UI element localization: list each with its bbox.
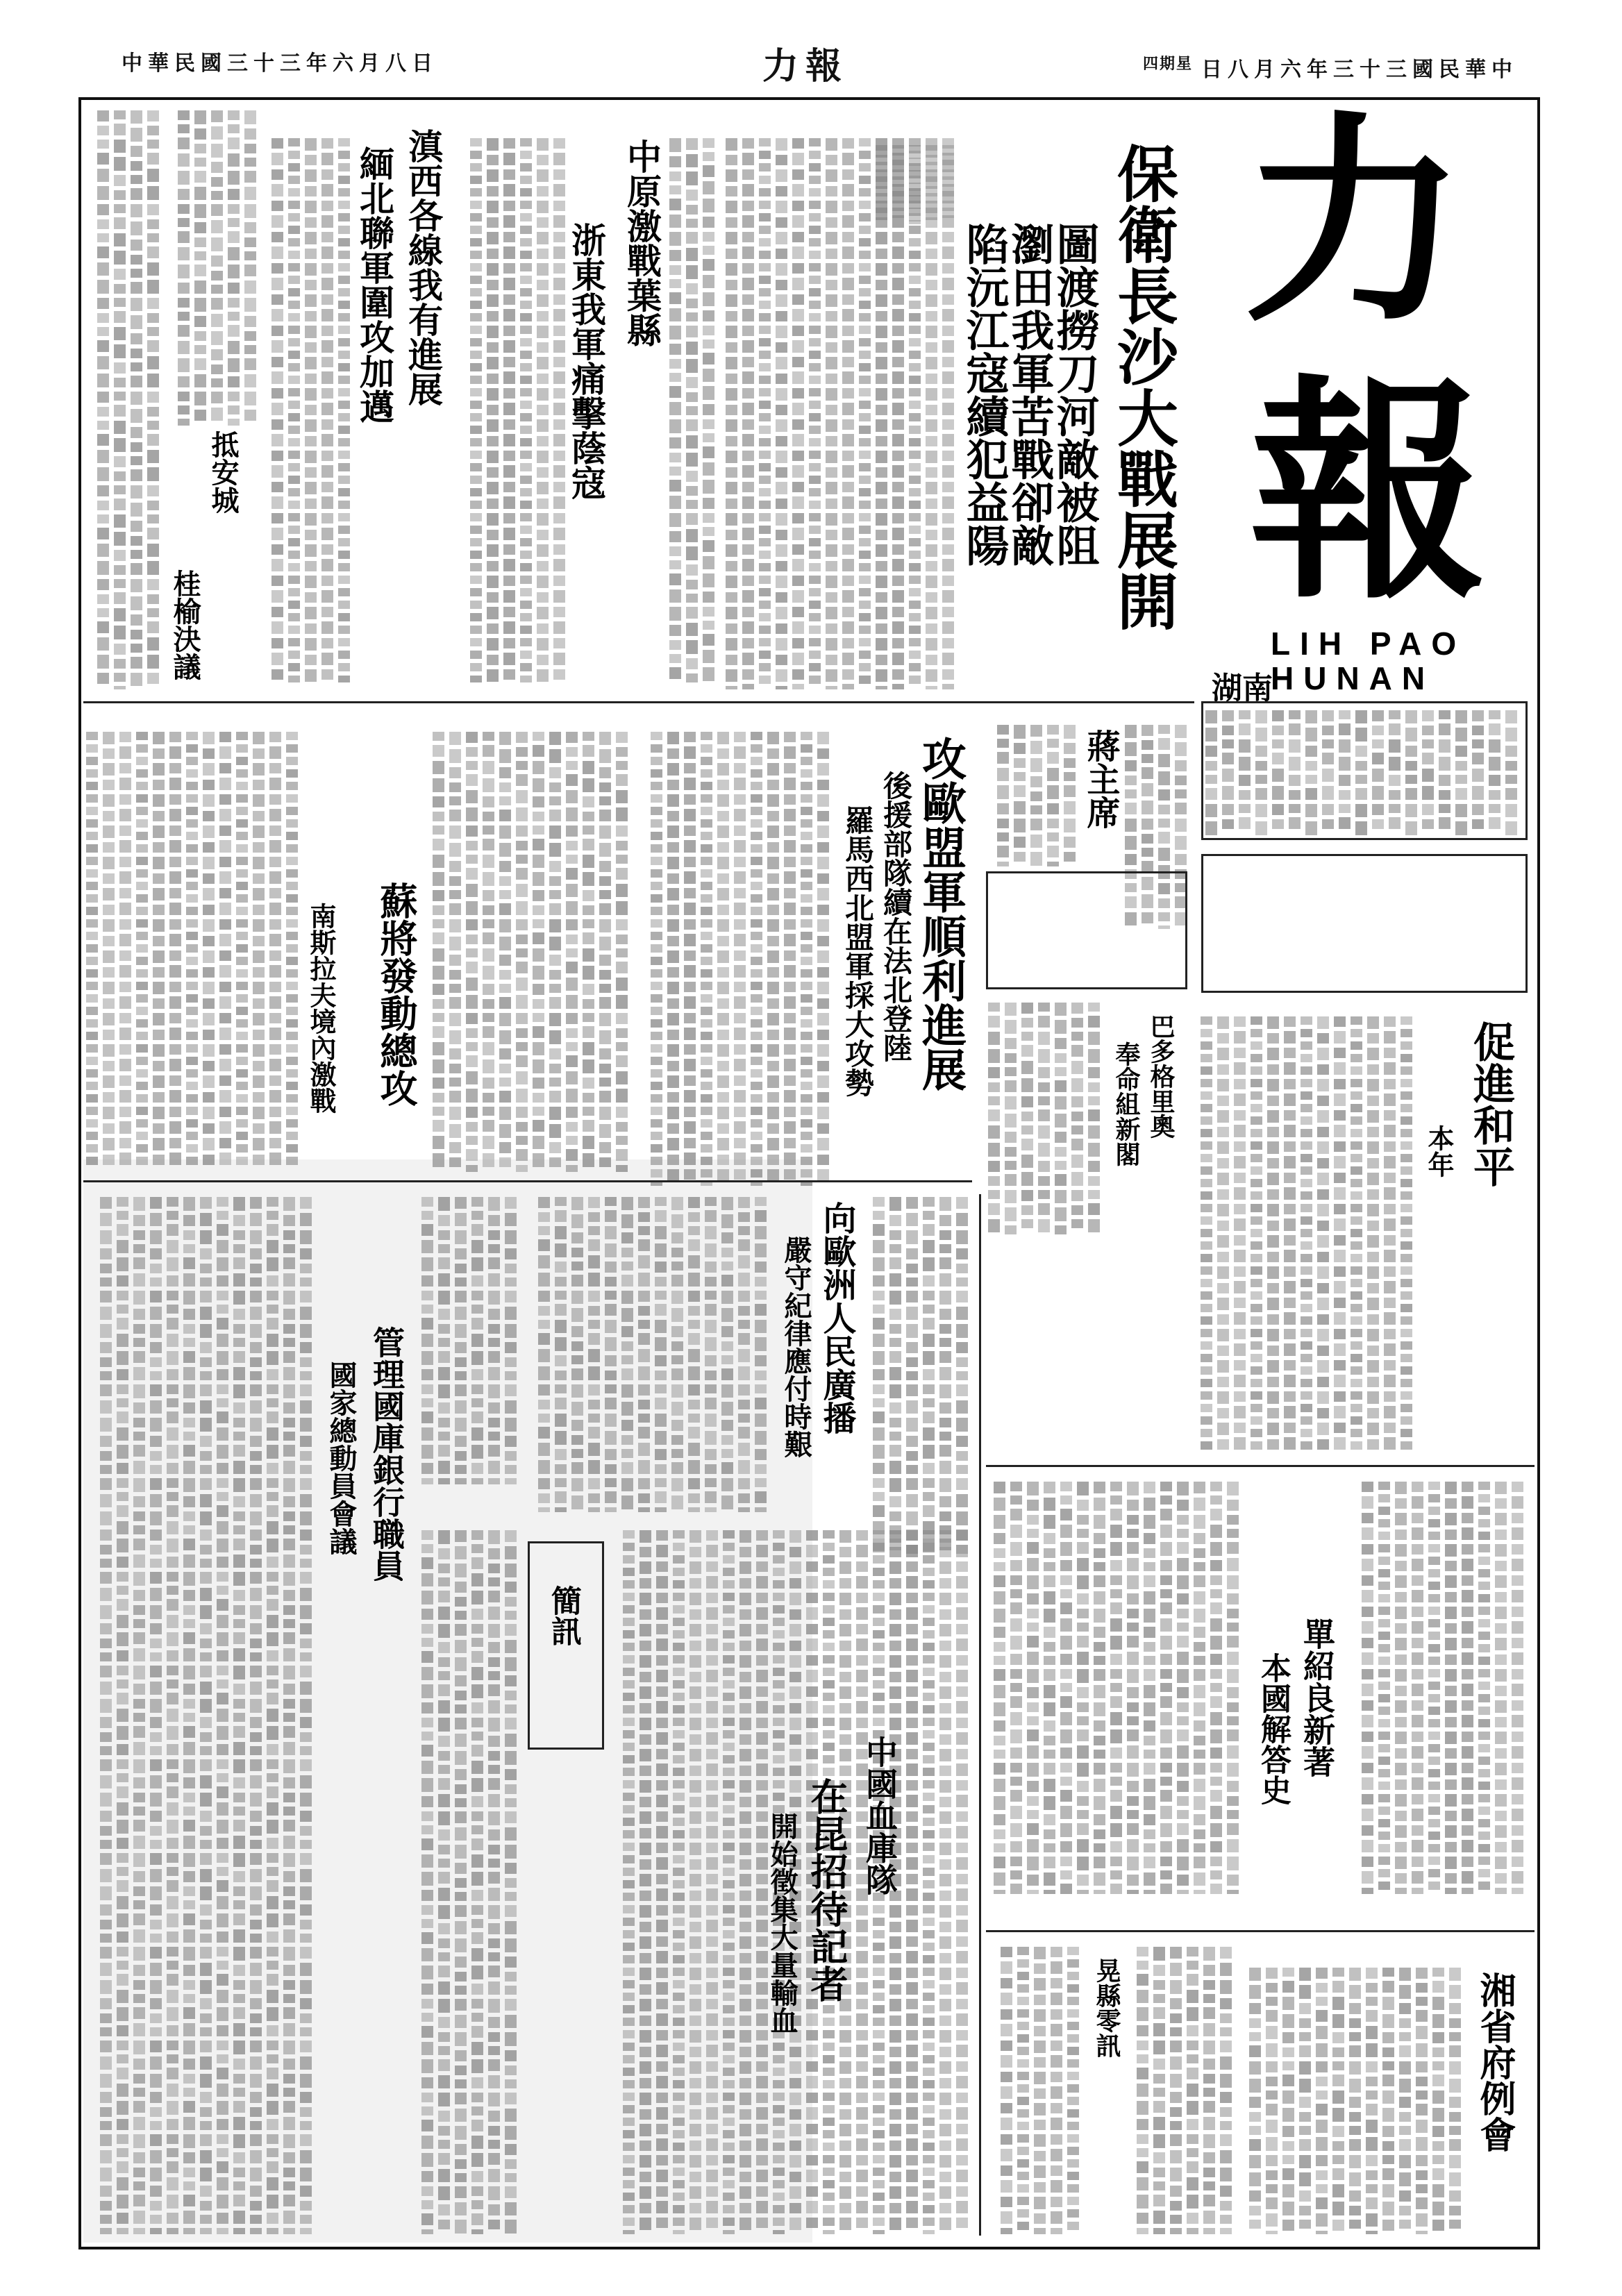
soviet-body	[430, 729, 632, 1173]
chairman-body	[986, 722, 1080, 868]
illegible-text-texture	[417, 1527, 521, 2236]
publisher-info-text	[1205, 707, 1521, 837]
mid-story-body	[639, 729, 833, 1187]
illegible-text-texture	[1201, 1014, 1416, 1451]
masthead-roman-name: LIH PAO	[1271, 626, 1466, 662]
col-headline-4: 緬北聯軍圍攻加邁	[354, 146, 395, 424]
illegible-text-texture	[87, 1194, 316, 2236]
subheadline-1: 圖渡撈刀河敵被阻	[1049, 222, 1100, 567]
mid-headline-2: 後援部隊續在法北登陸	[879, 771, 913, 1062]
illegible-text-texture	[868, 1194, 972, 1555]
illegible-text-texture	[87, 108, 163, 691]
illegible-text-texture	[528, 1194, 771, 1514]
book-ad-body	[993, 1479, 1243, 1895]
illegible-text-texture	[264, 135, 354, 684]
illegible-text-texture	[458, 135, 569, 684]
lower-headline-book-title: 本國解答史	[1255, 1652, 1291, 1805]
col-headline-3: 滇西各線我有進展	[403, 128, 444, 406]
illegible-text-texture	[417, 1194, 521, 1486]
left-mid-body	[87, 729, 302, 1173]
lower-headline-mobilization: 國家總動員會議	[325, 1361, 358, 1555]
masthead-region-cn: 湖南	[1212, 671, 1273, 706]
mid-headline-1: 攻歐盟軍順利進展	[914, 736, 967, 1091]
provincial-body	[1243, 1965, 1465, 2236]
illegible-text-texture	[1354, 1479, 1528, 1895]
lower-left-mid-body	[417, 1194, 521, 1486]
masthead-roman-region: HUNAN	[1271, 660, 1435, 696]
lower-headline-reception: 在昆招待記者	[805, 1777, 849, 2002]
issue-number: 四期星	[1142, 55, 1193, 73]
mid-headline-3: 羅馬西北盟軍採大攻勢	[841, 805, 875, 1097]
illegible-text-texture	[1243, 1965, 1465, 2236]
subheadline-2: 瀏田我軍苦戰卻敵	[1004, 222, 1055, 567]
rate-table-box	[1201, 854, 1528, 993]
main-headline: 保衛長沙大戰展開	[1107, 142, 1180, 631]
side-headline-2: 桂榆決議	[169, 569, 201, 680]
side-body	[167, 108, 260, 427]
right-headline-year: 本年	[1423, 1125, 1455, 1178]
illegible-text-texture	[639, 729, 833, 1187]
col-body-1	[667, 135, 719, 684]
brief-news-title: 簡訊	[546, 1585, 581, 1646]
col-headline-2: 浙東我軍痛擊蔭寇	[566, 222, 607, 500]
mid-headline-badoglio: 巴多格里奧	[1146, 1014, 1176, 1139]
right-headline-peace: 促進和平	[1466, 1021, 1515, 1187]
lower-left-body	[87, 1194, 316, 2236]
col-headline-1: 中原激戰葉縣	[621, 139, 662, 347]
lower-center-left-body	[417, 1527, 521, 2236]
brief-news-box	[528, 1541, 604, 1750]
dateline-left: 中華民國三十三年六月八日	[122, 51, 438, 76]
lower-headline-provincial: 湘省府例會	[1473, 1972, 1516, 2152]
illegible-text-texture	[986, 722, 1080, 868]
mid-headline-yugoslavia: 南斯拉夫境內激戰	[306, 903, 337, 1114]
section-divider-1	[83, 701, 1194, 703]
illegible-text-texture	[1132, 1944, 1236, 2236]
section-divider-3	[986, 1930, 1535, 1932]
publisher-info-box	[1201, 701, 1528, 840]
lower-headline-book: 單紹良新著	[1298, 1618, 1336, 1777]
mid-headline-cabinet: 奉命組新閣	[1112, 1041, 1141, 1166]
illegible-text-texture	[167, 108, 260, 427]
masthead-char-li: 力	[1243, 92, 1465, 352]
right-lower-body	[1354, 1479, 1528, 1895]
illegible-text-texture	[993, 1944, 1083, 2236]
lower-headline-transfusion: 開始徵集大量輸血	[766, 1812, 799, 2034]
lower-headline-discipline: 嚴守紀律應付時艱	[780, 1236, 812, 1458]
section-divider-2	[83, 1180, 972, 1182]
huangxian-body	[993, 1944, 1083, 2236]
section-divider-4	[986, 1465, 1535, 1467]
badoglio-body	[986, 1000, 1104, 1236]
column-divider-lower	[979, 1194, 981, 2236]
col-body-3	[264, 135, 354, 684]
lower-misc-body	[1132, 1944, 1236, 2236]
illegible-text-texture	[878, 142, 958, 226]
illegible-text-texture	[993, 1479, 1243, 1895]
illegible-text-texture	[986, 1000, 1104, 1236]
lower-headline-huangxian: 晃縣零訊	[1092, 1958, 1121, 2058]
lower-right-body	[868, 1194, 972, 1555]
main-story-dateline	[878, 142, 958, 226]
illegible-text-texture	[430, 729, 632, 1173]
col-body-2	[458, 135, 569, 684]
broadcast-body	[528, 1194, 771, 1514]
peace-body	[1201, 1014, 1416, 1451]
mid-headline-soviet: 蘇將發動總攻	[374, 882, 419, 1107]
lower-headline-broadcast: 向歐洲人民廣播	[817, 1201, 856, 1434]
side-headline-1: 抵安城	[207, 430, 240, 514]
paper-name-small: 力報	[762, 45, 848, 87]
notice-box	[986, 871, 1187, 989]
dateline-right	[1143, 50, 1518, 84]
illegible-text-texture	[1205, 707, 1521, 837]
masthead-char-bao: 報	[1250, 354, 1486, 631]
dateline-right-text: 日八月六年三十三國民華中	[1201, 58, 1518, 82]
lower-headline-treasury: 管理國庫銀行職員	[368, 1326, 406, 1582]
col-body-4	[87, 108, 163, 691]
lower-headline-bloodbank: 中國血庫隊	[861, 1736, 898, 1895]
mid-headline-chairman: 蔣主席	[1081, 729, 1120, 829]
illegible-text-texture	[87, 729, 302, 1173]
subheadline-3: 陷沅江寇續犯益陽	[959, 222, 1010, 567]
illegible-text-texture	[667, 135, 719, 684]
